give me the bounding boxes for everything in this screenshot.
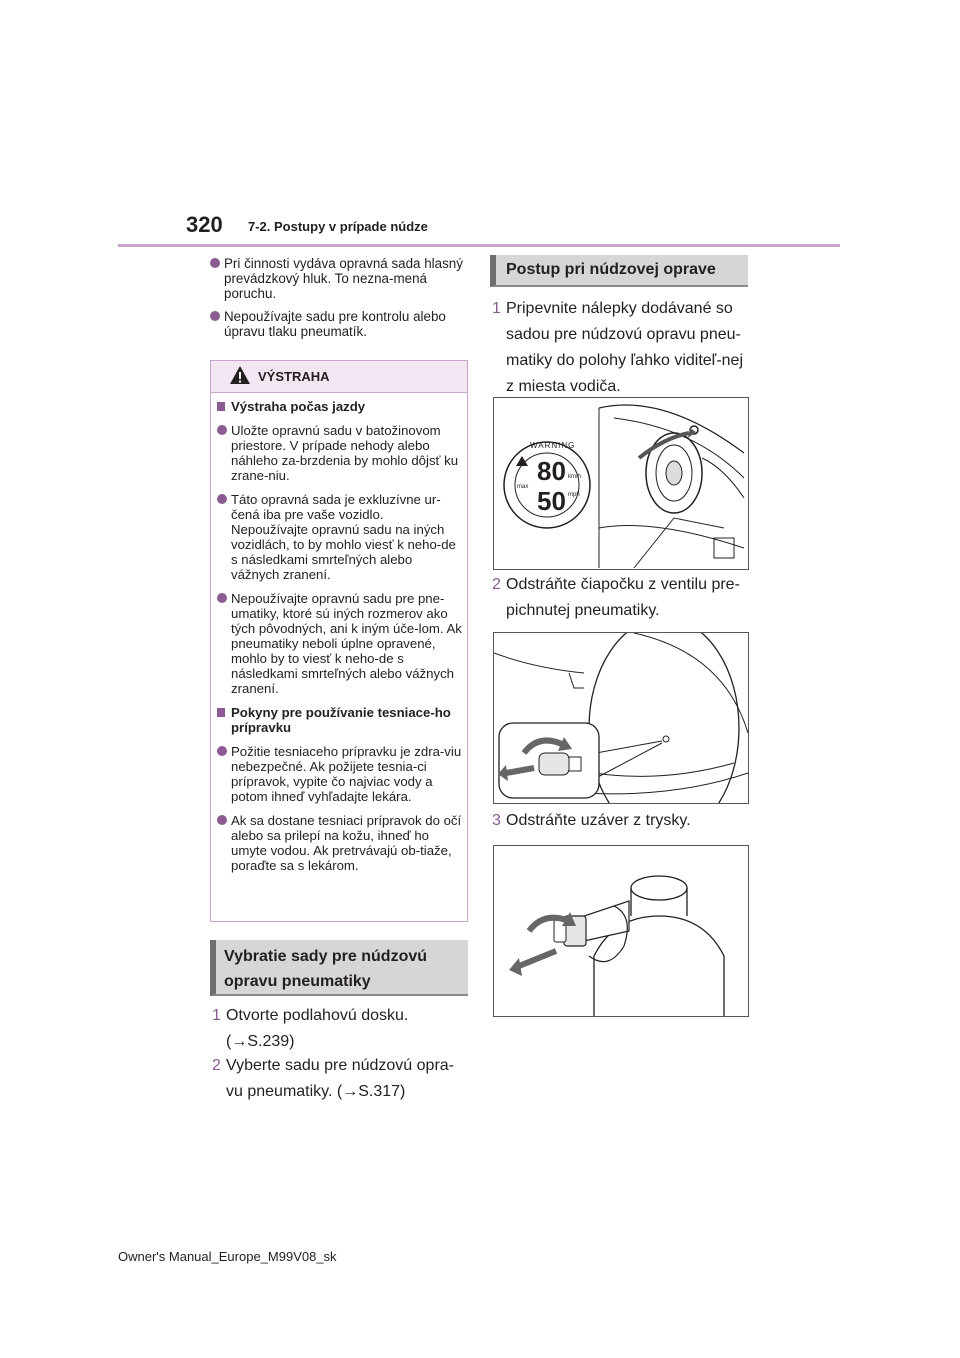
bullet-icon: [210, 258, 220, 268]
section-heading-kit-removal: Vybratie sady pre núdzovú opravu pneumatiky: [210, 940, 468, 996]
sticker-kmh-unit: km/h: [568, 474, 582, 480]
speed-sticker: [502, 440, 592, 530]
list-item: Pri činnosti vydáva opravná sada hlasný prevádzkový hluk. To nezna-mená poruchu.: [210, 256, 468, 301]
sealant-bottle-illustration: [494, 846, 748, 1016]
warning-title: VÝSTRAHA: [258, 369, 330, 384]
step-2-right: 2 Odstráňte čiapočku z ventilu pre-pichnutej pneumatiky.: [492, 572, 754, 624]
square-bullet-icon: [217, 402, 225, 411]
warning-body: [211, 393, 467, 873]
page-number: 320: [186, 212, 223, 237]
bullet-icon: [217, 494, 227, 504]
square-bullet-icon: [217, 708, 225, 717]
step-1-left: 1 Otvorte podlahovú dosku. (→S.239): [212, 1003, 468, 1055]
step-3-right: 3 Odstráňte uzáver z trysky.: [492, 808, 754, 834]
sticker-mph-unit: mph: [568, 492, 580, 498]
tire-valve-illustration: [494, 633, 748, 803]
step-2-left: 2 Vyberte sadu pre núdzovú opra-vu pneumatiky. (→S.317): [212, 1053, 468, 1105]
step-1-right: 1 Pripevnite nálepky dodávané so sadou pre núdzovú opravu pneu-matiky do polohy ľahko viditeľ-nej z miesta vodiča.: [492, 296, 754, 400]
list-item: Požitie tesniaceho prípravku je zdra-viu nebezpečné. Ak požijete tesnia-ci prípravok, vypite čo najviac vody a potom ihneď vyhľadajte lekára.: [217, 744, 463, 804]
bullet-icon: [210, 311, 220, 321]
step-number: 2: [212, 1057, 221, 1074]
list-item: Ak sa dostane tesniaci prípravok do očí alebo sa prilepí na kožu, ihneď ho umyte vodou. Ak pretrvávajú ob-tiaže, poraďte sa s lekárom.: [217, 813, 463, 873]
intro-bullets: [210, 256, 468, 347]
warning-subheading: Pokyny pre používanie tesniace-ho prípravku: [217, 705, 463, 735]
header-rule: [118, 244, 840, 247]
figure-sticker-placement: [493, 397, 749, 570]
step-number: 3: [492, 812, 501, 829]
section-heading-repair-procedure: Postup pri núdzovej oprave: [490, 255, 748, 287]
warning-subheading: Výstraha počas jazdy: [217, 399, 463, 414]
sticker-max-label: max: [517, 484, 529, 490]
figure-valve-cap-removal: [493, 632, 749, 804]
bullet-icon: [217, 746, 227, 756]
list-item: Nepoužívajte sadu pre kontrolu alebo úpravu tlaku pneumatík.: [210, 309, 468, 339]
list-item: Táto opravná sada je exkluzívne ur-čená iba pre vaše vozidlo. Nepoužívajte opravnú sadu na iných vozidlách, to by mohlo viesť k neho-de s následkami smrteľných alebo vážnych zranení.: [217, 492, 463, 582]
warning-box: [210, 360, 468, 922]
sticker-warning-text: WARNING: [530, 441, 576, 450]
list-item: Uložte opravnú sadu v batožinovom priestore. V prípade nehody alebo náhleho za-brzdenia by mohlo dôjsť ku zrane-niu.: [217, 423, 463, 483]
figure-nozzle-cap-removal: [493, 845, 749, 1017]
step-number: 2: [492, 576, 501, 593]
bullet-icon: [217, 593, 227, 603]
step-number: 1: [492, 300, 501, 317]
sticker-mph-value: 50: [537, 486, 566, 516]
warning-triangle-icon: [229, 365, 251, 385]
bullet-icon: [217, 815, 227, 825]
section-title: 7-2. Postupy v prípade núdze: [248, 219, 428, 234]
footer-manual-id: Owner's Manual_Europe_M99V08_sk: [118, 1249, 337, 1264]
step-number: 1: [212, 1007, 221, 1024]
warning-header: [211, 361, 467, 393]
sticker-kmh-value: 80: [537, 456, 566, 486]
bullet-icon: [217, 425, 227, 435]
list-item: Nepoužívajte opravnú sadu pre pne-umatiky, ktoré sú iných rozmerov ako tých pôvodných, ani k iným úče-lom. Ak pneumatiky neboli úplne opravené, mohlo by to viesť k neho-de s následkami smrteľných alebo vážnych zranení.: [217, 591, 463, 696]
